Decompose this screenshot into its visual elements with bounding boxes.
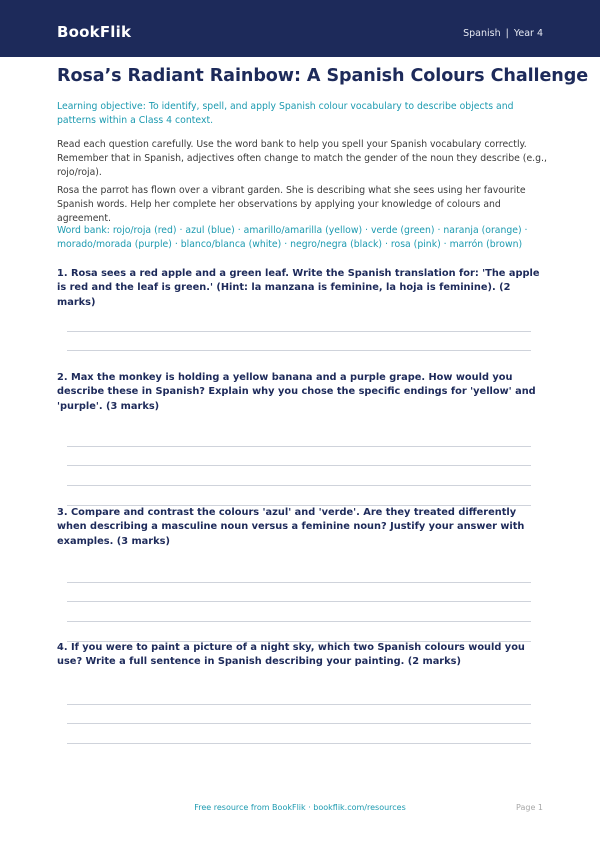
answer-line: [67, 582, 531, 583]
answer-line: [67, 601, 531, 602]
worksheet-title: Rosa’s Radiant Rainbow: A Spanish Colours Challenge: [57, 66, 589, 86]
answer-line: [67, 485, 531, 486]
answer-line: [67, 621, 531, 622]
answer-line: [67, 743, 531, 744]
answer-line: [67, 350, 531, 351]
brand-logo-text: BookFlik: [57, 23, 132, 41]
year-label: Year 4: [513, 28, 543, 39]
subject-label: Spanish: [463, 28, 501, 39]
question-3: 3. Compare and contrast the colours 'azul' and 'verde'. Are they treated differently when describing a masculine noun versus a feminine noun? Justify your answer with examples. (3 marks): [57, 507, 525, 547]
word-bank: Word bank: rojo/roja (red) · azul (blue) · amarillo/amarilla (yellow) · verde (green) · naranja (orange) · morado/morada (purple) · blanco/blanca (white) · negro/negra (black) · rosa (pink) · marrón (brown): [57, 225, 528, 250]
answer-line: [67, 446, 531, 447]
learning-objective: Learning objective: To identify, spell, and apply Spanish colour vocabulary to describe objects and patterns within a Class 4 context.: [57, 101, 514, 126]
answer-line: [67, 465, 531, 466]
answer-line: [67, 331, 531, 332]
question-1: 1. Rosa sees a red apple and a green leaf. Write the Spanish translation for: 'The apple is red and the leaf is green.' (Hint: la manzana is feminine, la hoja is feminine). (2 marks): [57, 268, 540, 308]
answer-line: [67, 704, 531, 705]
answer-line: [67, 723, 531, 724]
footer-credit-link[interactable]: Free resource from BookFlik · bookflik.com/resources: [194, 803, 406, 812]
page-number: Page 1: [516, 803, 543, 812]
intro-paragraph-story: Rosa the parrot has flown over a vibrant garden. She is describing what she sees using her favourite Spanish words. Help her complete her observations by applying your knowledge of colours and agreement.: [57, 185, 526, 224]
question-2: 2. Max the monkey is holding a yellow banana and a purple grape. How would you describe these in Spanish? Explain why you chose the specific endings for 'yellow' and 'purple'. (3 marks): [57, 372, 536, 412]
intro-paragraph-instructions: Read each question carefully. Use the word bank to help you spell your Spanish vocabulary correctly. Remember that in Spanish, adjectives often change to match the gender of the noun they describe (e.g., rojo/roja).: [57, 139, 547, 178]
separator: |: [505, 28, 509, 39]
question-4: 4. If you were to paint a picture of a night sky, which two Spanish colours would you use? Write a full sentence in Spanish describing your painting. (2 marks): [57, 642, 525, 668]
subject-year-label: [463, 28, 543, 39]
header-bar: [0, 0, 600, 57]
